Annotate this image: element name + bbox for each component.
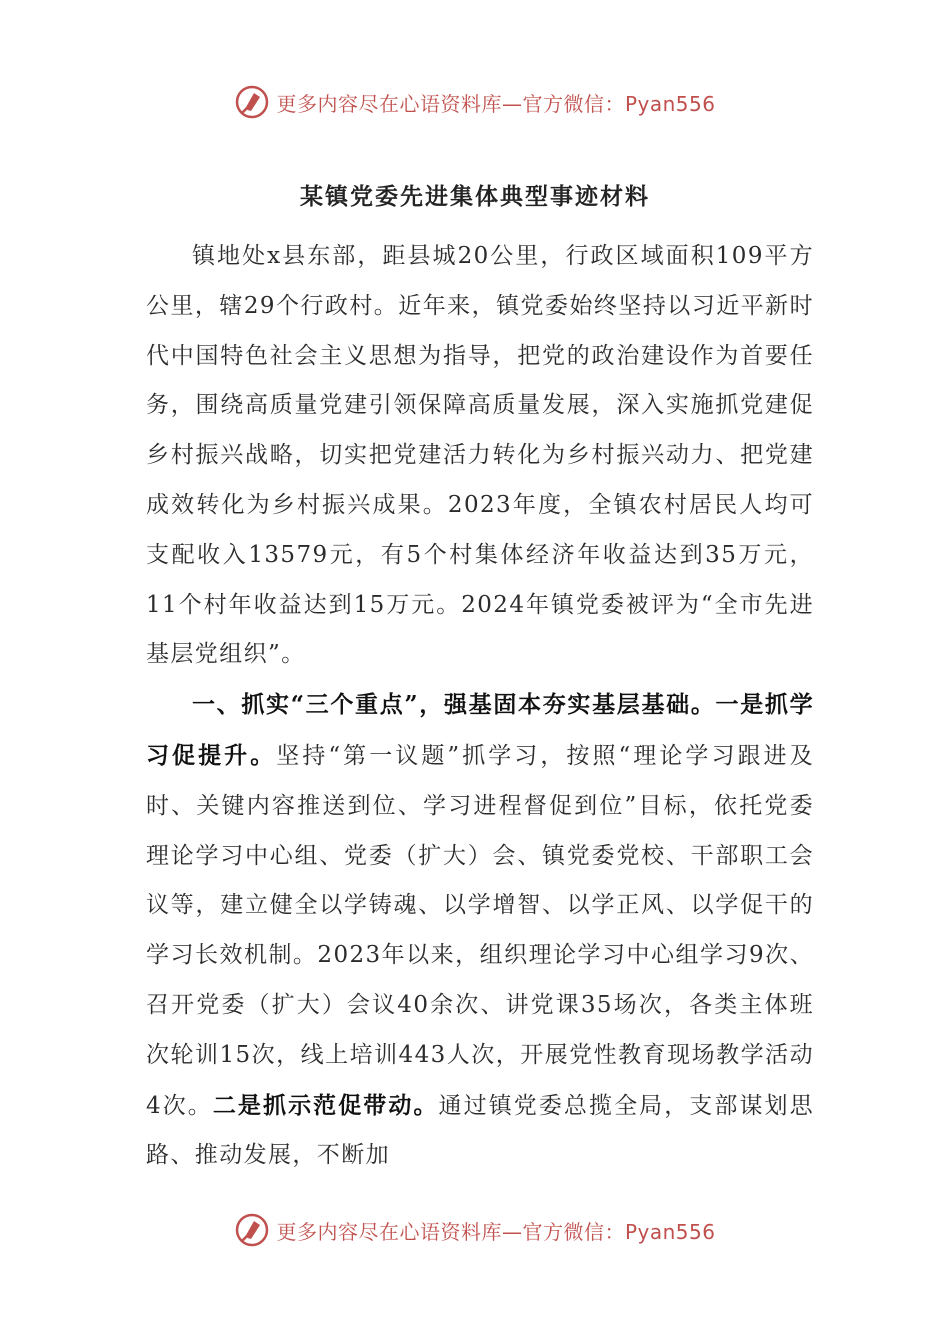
subheading-demonstration: 二是抓示范促带动。 [212, 1091, 439, 1119]
watermark-text: 更多内容尽在心语资料库—官方微信：Pyan556 [276, 1219, 716, 1244]
watermark-banner-bottom [0, 1208, 950, 1252]
paragraph-section-one [146, 680, 814, 1181]
section-heading: 一、抓实“三个重点”，强基固本夯实基层基础。 [192, 691, 716, 719]
section-text-demonstration: 通过镇党委总揽全局，支部谋划思路、推动发展，不断加 [146, 1092, 814, 1169]
document-body [146, 232, 814, 1181]
page-title: 某镇党委先进集体典型事迹材料 [300, 183, 650, 210]
paragraph-intro: 镇地处x县东部，距县城20公里，行政区域面积109平方公里，辖29个行政村。近年来，镇党委始终坚持以习近平新时代中国特色社会主义思想为指导，把党的政治建设作为首要任务，围绕高质量党建引领保障高质量发展，深入实施抓党建促乡村振兴战略，切实把党建活力转化为乡村振兴动力、把党建成效转化为乡村振兴成果。2023年度，全镇农村居民人均可支配收入13579元，有5个村集体经济年收益达到35万元，11个村年收益达到15万元。2024年镇党委被评为“全市先进基层党组织”。 [146, 243, 814, 668]
watermark-banner-top [0, 80, 950, 124]
watermark-text: 更多内容尽在心语资料库—官方微信：Pyan556 [276, 91, 716, 116]
pen-nib-icon [234, 1212, 270, 1248]
section-text-study: 坚持“第一议题”抓学习，按照“理论学习跟进及时、关键内容推送到位、学习进程督促到位”目标，依托党委理论学习中心组、党委（扩大）会、镇党委党校、干部职工会议等，建立健全以学铸魂、以学增智、以学正风、以学促干的学习长效机制。2023年以来，组织理论学习中心组学习9次、召开党委（扩大）会议40余次、讲党课35场次，各类主体班次轮训15次，线上培训443人次，开展党性教育现场教学活动4次。 [146, 742, 815, 1119]
pen-nib-icon [234, 84, 270, 120]
subheading-study: 一是抓学习促提升。 [146, 691, 814, 769]
